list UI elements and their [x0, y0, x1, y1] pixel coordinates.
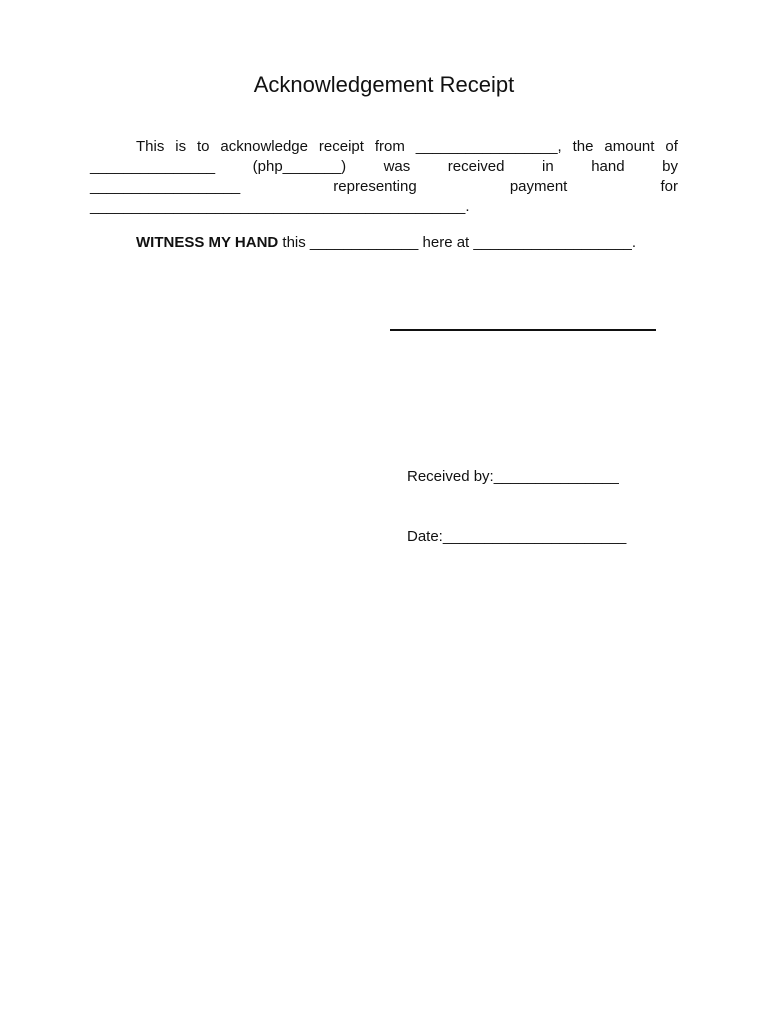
date-field: Date:______________________	[407, 528, 627, 545]
witness-bold-text: WITNESS MY HAND	[136, 234, 279, 251]
word: is	[175, 138, 187, 155]
word: amount	[604, 138, 655, 155]
word: payment	[509, 178, 568, 195]
word: in	[542, 158, 554, 175]
document-title: Acknowledgement Receipt	[253, 72, 515, 97]
blank-from: _________________,	[415, 138, 562, 155]
blank-by: __________________	[90, 178, 241, 195]
acknowledgement-paragraph	[90, 137, 678, 217]
paragraph-line-3	[90, 177, 678, 197]
word: by	[662, 158, 678, 175]
word: for	[660, 178, 678, 195]
witness-rest-text: this _____________ here at ___________________.	[278, 234, 637, 251]
word: the	[572, 138, 594, 155]
word: receipt	[318, 138, 364, 155]
blank-amount: _______________	[90, 158, 216, 175]
word: This	[136, 138, 165, 155]
word: acknowledge	[220, 138, 308, 155]
paragraph-line-4	[90, 197, 678, 217]
paragraph-line-2	[90, 157, 678, 177]
word: was	[383, 158, 411, 175]
received-by-field: Received by:_______________	[407, 468, 619, 485]
blank-php: (php_______)	[252, 158, 347, 175]
word: hand	[591, 158, 625, 175]
word: received	[447, 158, 505, 175]
paragraph-line-1	[90, 137, 678, 157]
witness-paragraph	[90, 233, 678, 253]
witness-line	[90, 233, 678, 253]
blank-purpose: _____________________________________________.	[90, 198, 470, 215]
signature-line	[390, 329, 656, 331]
word: of	[665, 138, 678, 155]
word: from	[374, 138, 405, 155]
word: to	[197, 138, 210, 155]
word: representing	[333, 178, 417, 195]
received-block	[407, 427, 626, 587]
